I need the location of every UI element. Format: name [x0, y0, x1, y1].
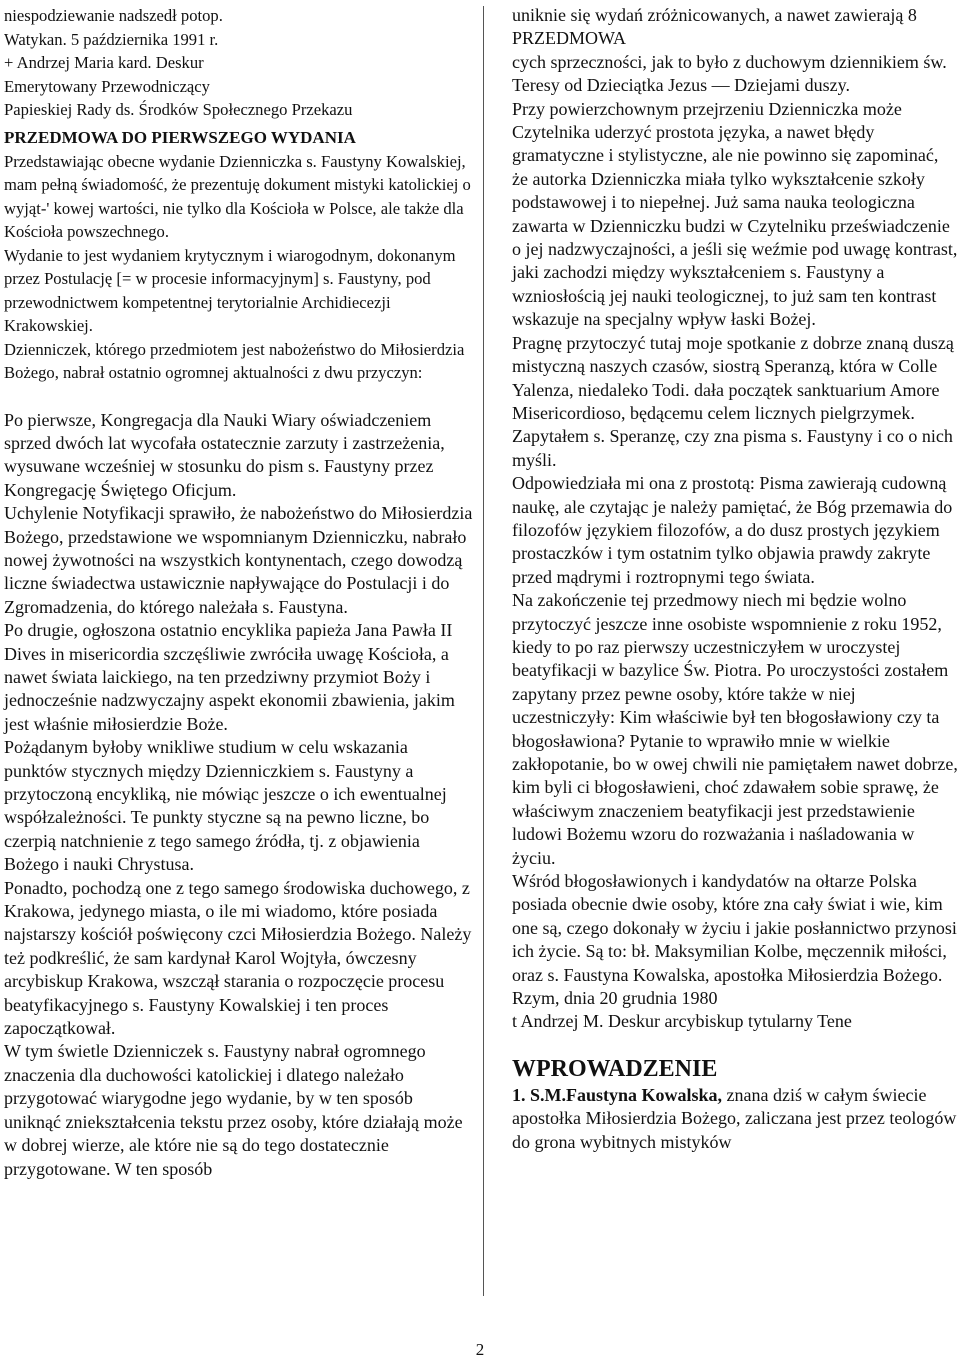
- section-paragraph: [512, 1084, 958, 1154]
- column-divider: [483, 6, 484, 1296]
- paragraph: Odpowiedziała mi ona z prostotą: Pisma zawierają cudowną naukę, ale czytając je należy pamiętać, że Bóg przemawia do filozofów językiem filozofów, a do dusz prostych językiem prostaczków i tym ostatnim tylko objawia prawdy zakryte przed mądrymi i roztropnymi tego świata.: [512, 473, 953, 587]
- paragraph: Na zakończenie tej przedmowy niech mi będzie wolno przytoczyć jeszcze inne osobiste wspomnienie z roku 1952, kiedy to po raz pierwszy uczestniczyłem w uroczystej beatyfikacji w bazylice Św. Piotra. Po uroczystości zostałem zapytany przez pewne osoby, które także w niej uczestniczyły: Kim właściwie był ten błogosławiony czy ta błogosławiona? Pytanie to wprawiło mnie w wielkie zakłopotanie, bo w owej chwili nie pamiętałem nawet dobrze, kim byli ci błogosławieni, choć zdawałem sobie sprawę, że właściwym znaczeniem beatyfikacji jest przedstawienie ludowi Bożemu wzoru do rozważania i naśladowania w życiu.: [512, 590, 958, 868]
- paragraph: Wydanie to jest wydaniem krytycznym i wiarogodnym, dokonanym przez Postulację [= w procesie informacyjnym] s. Faustyny, pod przewodnictwem kompetentnej terytorialnie Archidiecezji Krakowskiej.: [4, 245, 456, 335]
- paragraph: Ponadto, pochodzą one z tego samego środowiska duchowego, z Krakowa, jedynego miasta, o ile mi wiadomo, które posiada najstarszy kościół poświęcony czci Miłosierdzia Bożego. Należy też podkreślić, że sam kardynał Karol Wojtyła, ówczesny arcybiskup Krakowa, wszczął starania o rozpoczęcie procesu beatyfikacyjnego s. Faustyny Kowalskiej i ten proces zapoczątkował.: [4, 877, 472, 1039]
- date-line: Rzym, dnia 20 grudnia 1980: [512, 988, 718, 1009]
- paragraph: Pragnę przytoczyć tutaj moje spotkanie z dobrze znaną duszą mistyczną naszych czasów, siostrą Speranzą, która w Colle Yalenza, niedaleko Todi. dała początek sanktuarium Amore Misericordioso, będącemu celem licznych pielgrzymek. Zapytałem s. Speranzę, czy zna pisma s. Faustyny i co o nich myśli.: [512, 332, 954, 470]
- page-number: 2: [475, 1340, 485, 1359]
- intro-line: + Andrzej Maria kard. Deskur: [4, 53, 204, 72]
- intro-line: niespodziewanie nadszedł potop.: [4, 6, 223, 25]
- running-header: PRZEDMOWA: [512, 28, 627, 49]
- section-label: 1. S.M.Faustyna Kowalska,: [512, 1084, 723, 1105]
- paragraph: Przy powierzchownym przejrzeniu Dzienniczka może Czytelnika uderzyć prostota języka, a nawet błędy gramatyczne i stylistyczne, ale nie powinno się zapominać, że autorka Dzienniczka miała tylko wykształcenie szkoły podstawowej i to niepełnej. Już sama nauka teologiczna zawarta w Dzienniczku budzi w Czytelniku przeświadczenie o jej nadzwyczajności, a jeśli się weźmie pod uwagę kontrast, jaki zachodzi między wykształceniem s. Faustyny a wzniosłością jej nauki teologicznej, to już sam ten kontrast wskazuje na specjalny wpływ łaski Bożej.: [512, 98, 958, 330]
- section-text: znana dziś w całym świecie apostołka Miłosierdzia Bożego, zaliczana jest przez teologów do grona wybitnych mistyków: [512, 1084, 957, 1152]
- paragraph: Po pierwsze, Kongregacja dla Nauki Wiary oświadczeniem sprzed dwóch lat wycofała ostatecznie zarzuty i zastrzeżenia, wysuwane wcześniej w stosunku do pism s. Faustyny przez Kongregację Świętego Oficjum.: [4, 409, 445, 500]
- signature-line: t Andrzej M. Deskur arcybiskup tytularny Tene: [512, 1011, 852, 1032]
- intro-line: Emerytowany Przewodniczący: [4, 76, 210, 96]
- paragraph: cych sprzeczności, jak to było z duchowym dziennikiem św. Teresy od Dzieciątka Jezus — Dziejami duszy.: [512, 51, 947, 96]
- paragraph: Po drugie, ogłoszona ostatnio encyklika papieża Jana Pawła II Dives in misericordia szczęśliwie zwróciła uwagę Kościoła, a nawet świata laickiego, na ten przedziwny przymiot Boży i jednocześnie nadzwyczajny aspekt ekonomii zbawienia, jakim jest właśnie miłosierdzie Boże.: [4, 620, 455, 734]
- intro-line: Watykan. 5 października 1991 r.: [4, 29, 219, 49]
- paragraph: Dzienniczek, którego przedmiotem jest nabożeństwo do Miłosierdzia Bożego, nabrał ostatnio ogromnej aktualności z dwu przyczyn:: [4, 339, 465, 382]
- left-column: [4, 4, 474, 1181]
- paragraph: W tym świetle Dzienniczek s. Faustyny nabrał ogromnego znaczenia dla duchowości katolickiej i dlatego należało przygotować wiarygodne jego wydanie, by w ten sposób uniknąć zniekształcenia tekstu przez osoby, które działają może w dobrej wierze, ale które nie są do tego dostatecznie przygotowane. W ten sposób: [4, 1041, 463, 1179]
- introduction-heading: WPROWADZENIE: [512, 1055, 718, 1082]
- paragraph: Wśród błogosławionych i kandydatów na ołtarze Polska posiada obecnie dwie osoby, które zna cały świat i wie, kim one są, czego dokonały w życiu i jakie posłannictwo przynosi ich życie. Są to: bł. Maksymilian Kolbe, męczennik miłości, oraz s. Faustyna Kowalska, apostołka Miłosierdzia Bożego.: [512, 871, 957, 985]
- intro-line: Papieskiej Rady ds. Środków Społecznego Przekazu: [4, 100, 353, 119]
- paragraph: Uchylenie Notyfikacji sprawiło, że nabożeństwo do Miłosierdzia Bożego, przedstawione we wspomnianym Dzienniczku, nabrało nowej żywotności na wszystkich kontynentach, czego dowodzą liczne świadectwa ustawicznie napływające do Postulacji i do Zgromadzenia, do którego należała s. Faustyna.: [4, 503, 473, 617]
- right-column: [512, 4, 958, 1154]
- section-heading: PRZEDMOWA DO PIERWSZEGO WYDANIA: [4, 127, 356, 147]
- paragraph: uniknie się wydań zróżnicowanych, a nawet zawierają 8: [512, 5, 917, 25]
- paragraph: Przedstawiając obecne wydanie Dzienniczka s. Faustyny Kowalskiej, mam pełną świadomość, że prezentuję dokument mistyki katolickiej o wyjąt-' kowej wartości, nie tylko dla Kościoła w Polsce, ale także dla Kościoła powszechnego.: [4, 151, 471, 241]
- paragraph: Pożądanym byłoby wnikliwe studium w celu wskazania punktów stycznych między Dzienniczkiem s. Faustyny a przytoczoną encykliką, nie mówiąc jeszcze o ich ewentualnej współzależności. Te punkty styczne są na pewno liczne, bo czerpią natchnienie z tego samego źródła, tj. z objawienia Bożego i nauki Chrystusa.: [4, 737, 447, 875]
- spacer: [4, 385, 474, 409]
